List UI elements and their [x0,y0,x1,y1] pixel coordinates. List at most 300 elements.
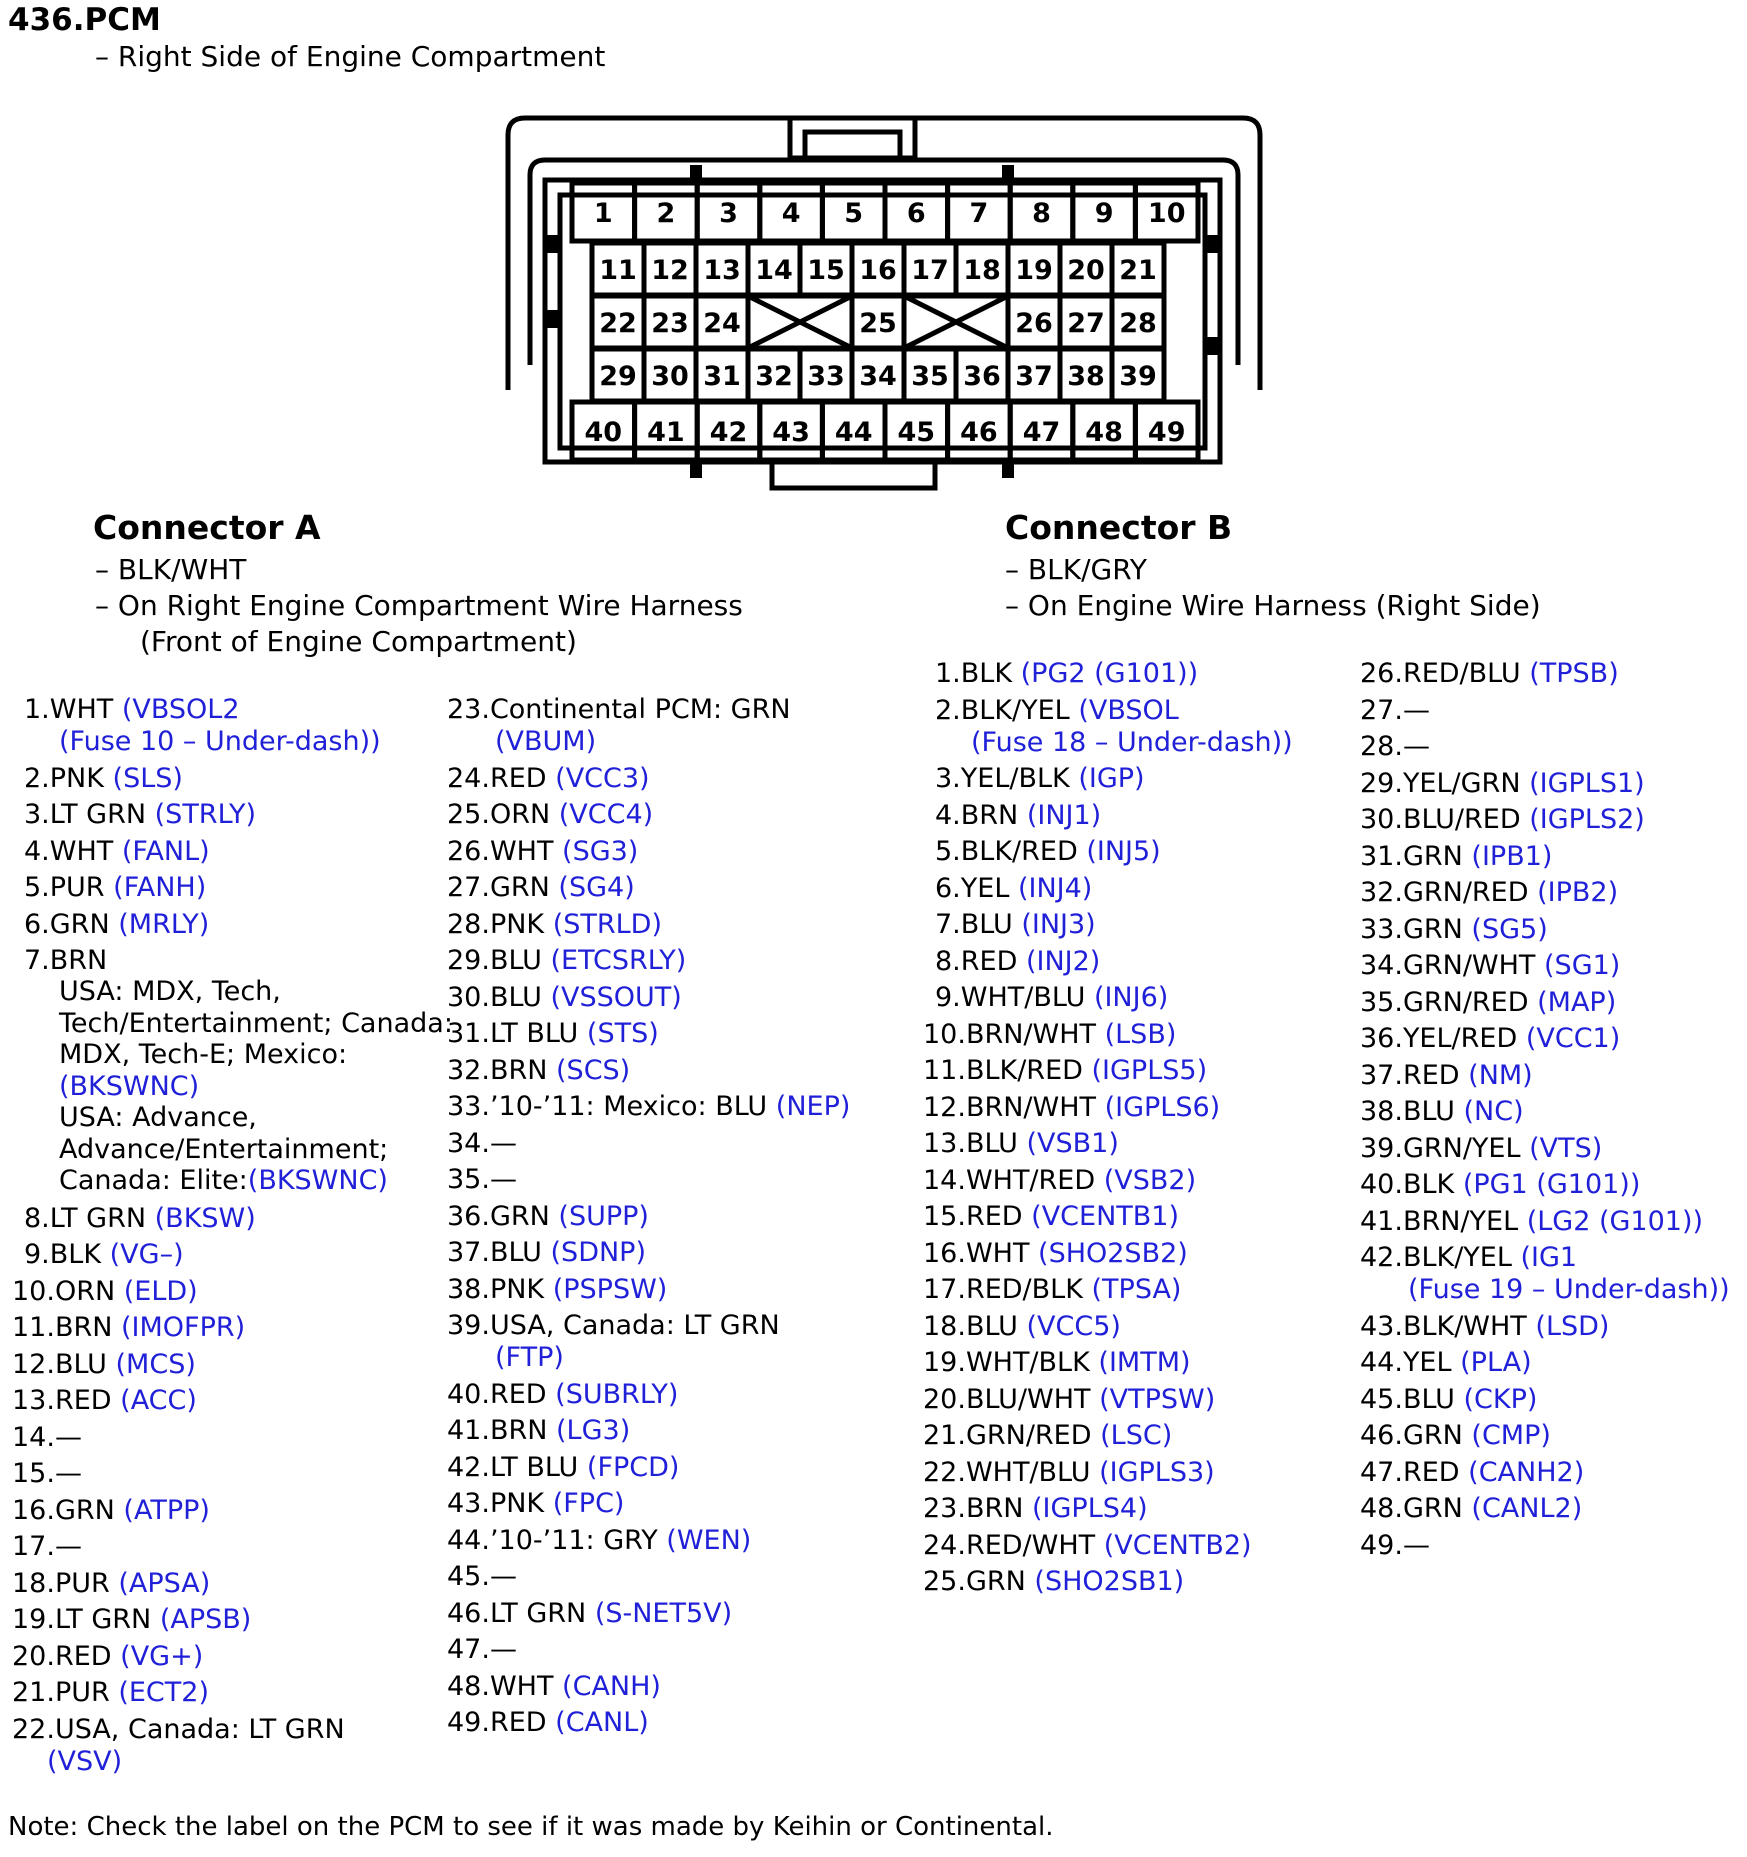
pins-a2-pin-25 [447,1634,517,1666]
cavity-number-22: 22 [599,308,637,339]
pin-label: 35.— [447,1164,517,1196]
pin-signal: (SDNP) [550,1237,646,1269]
pin-signal: (NM) [1468,1059,1533,1091]
pins-a2-pin-7 [447,945,686,977]
cavity-number-21: 21 [1119,255,1157,286]
pin-signal: (IMOFPR) [121,1312,246,1344]
pin-label: 14.— [12,1421,82,1453]
pins-b2-pin-20 [1360,1384,1537,1416]
cavity-number-4: 4 [781,198,801,229]
cavity-number-26: 26 [1015,308,1053,339]
connector-a-title: Connector A [93,508,321,547]
pin-signal: (PG2 (G101)) [1020,658,1199,689]
pins-b1-pin-2 [935,695,1293,759]
cavity-number-28: 28 [1119,308,1157,339]
pin-signal: (CANH) [562,1670,661,1702]
pins-a1-pin-11 [12,1312,245,1344]
pin-label: 23.BRN [923,1493,1024,1525]
pin-label: 23.Continental PCM: GRN [447,694,791,725]
pin-label: 49.RED [447,1707,547,1739]
pin-label: 49.— [1360,1529,1430,1561]
pin-label: 39.GRN/YEL [1360,1132,1521,1164]
pin-signal: (CMP) [1471,1420,1551,1452]
pin-signal: (VCC4) [558,799,654,831]
pins-b2-pin-5 [1360,804,1645,836]
pins-a2-pin-15 [447,1237,646,1269]
pin-label: 36.GRN [447,1200,550,1232]
pin-label: 4.BRN [935,799,1019,831]
pin-label: 33.GRN [1360,913,1463,945]
pin-signal: (SG4) [558,872,635,904]
pins-a2-pin-23 [447,1561,517,1593]
pin-signal: (STRLD) [552,908,663,940]
pin-signal: (INJ4) [1017,872,1093,904]
pins-a1-pin-21 [12,1677,209,1709]
pin-signal: (LSD) [1535,1310,1610,1342]
cavity-number-35: 35 [911,361,949,392]
pins-a1-pin-13 [12,1385,197,1417]
pin-signal: (SG3) [562,835,639,867]
pins-b2-pin-4 [1360,768,1645,800]
pin-label: 25.GRN [923,1566,1026,1598]
pins-a2-pin-27 [447,1707,649,1739]
cavity-number-34: 34 [859,361,897,392]
pin-signal: (IGPLS2) [1529,804,1645,835]
pin-signal: (IGP) [1078,763,1145,795]
pin-label: 20.BLU/WHT [923,1383,1091,1415]
pin-signal: (INJ1) [1026,799,1102,831]
pins-b2-pin-11 [1360,1023,1620,1055]
pin-label: 9.BLK [24,1239,102,1271]
pin-signal: (IGPLS6) [1104,1091,1221,1123]
pins-b2-pin-3 [1360,731,1430,763]
pins-a1-pin-5 [24,872,206,904]
pin-signal: (SG5) [1471,913,1548,945]
pin-signal-continued: (Fuse 19 – Under-dash)) [1408,1274,1730,1305]
pins-a2-pin-1 [447,694,791,758]
pin-signal: (INJ5) [1086,836,1161,868]
pins-a1-pin-6 [24,909,209,941]
pin-label: 34.— [447,1127,517,1159]
cavity-number-3: 3 [719,198,738,229]
pins-b1-pin-17 [923,1274,1181,1306]
pin-label: 47.RED [1360,1456,1460,1488]
pin-label: 30.BLU [447,981,542,1013]
pin-label: 4.WHT [24,835,114,867]
pins-b1-pin-13 [923,1128,1119,1160]
pin-signal: (SUPP) [558,1200,649,1232]
pins-b2-pin-22 [1360,1457,1584,1489]
pin-label: 13.BLU [923,1128,1018,1160]
pins-a1-pin-15 [12,1458,82,1490]
pins-a2-pin-20 [447,1452,679,1484]
cavity-number-40: 40 [584,417,623,448]
pin-label: 33.’10-’11: Mexico: BLU [447,1091,768,1123]
pin-label: 37.RED [1360,1059,1460,1091]
cavity-number-15: 15 [807,255,845,286]
pin-signal: (PG1 (G101)) [1462,1169,1641,1200]
pin-label: 18.BLU [923,1310,1018,1342]
pin-label: 35.GRN/RED [1360,986,1529,1018]
pin-label: 36.YEL/RED [1360,1023,1518,1054]
pin-signal: (FANL) [121,835,210,867]
cavity-number-32: 32 [755,361,793,392]
pin-label: 20.RED [12,1640,112,1672]
pin-label: 39.USA, Canada: LT GRN [447,1310,780,1342]
connector-tab-top-2 [1002,165,1014,181]
cavity-number-1: 1 [593,198,613,229]
cavity-number-23: 23 [651,308,689,339]
pins-a2-pin-6 [447,909,662,941]
pin-signal: (ETCSRLY) [550,945,687,977]
pins-b2-pin-10 [1360,987,1616,1019]
cavity-number-6: 6 [906,198,926,229]
pins-a1-pin-2 [24,763,183,795]
pin-signal: (VCC1) [1525,1023,1621,1054]
pin-label: 11.BLK/RED [923,1055,1083,1087]
pin-label: 22.USA, Canada: LT GRN [12,1713,345,1745]
pin-label: 45.— [447,1561,517,1593]
pin-label: 19.WHT/BLK [923,1347,1090,1379]
pin-label: 5.BLK/RED [935,836,1078,868]
connector-diagram [0,0,1747,500]
pins-a2-pin-12 [447,1128,517,1160]
pin-label: 12.BRN/WHT [923,1091,1097,1123]
cavity-number-31: 31 [703,361,741,392]
pins-b2-pin-1 [1360,658,1619,690]
cavity-number-11: 11 [599,255,637,286]
pin-7-notes [59,976,453,1197]
pin-label: 17.— [12,1531,82,1563]
pins-a1-pin-22 [12,1714,345,1778]
pins-a1-pin-12 [12,1349,196,1381]
pin-label: 7.BRN [24,945,108,977]
connector-bottom-tab [772,462,935,488]
page-title: 436.PCM [8,2,161,38]
pin-label: 44.’10-’11: GRY [447,1524,658,1556]
pin-label: 24.RED [447,762,547,794]
pins-b1-pin-1 [935,658,1198,690]
pins-b1-pin-7 [935,909,1096,941]
pins-b2-pin-12 [1360,1060,1533,1092]
pin-signal: (LG3) [556,1415,631,1447]
pin-label: 22.WHT/BLU [923,1456,1091,1488]
pin-label: 48.GRN [1360,1493,1463,1525]
pin-label: 1.BLK [935,658,1013,689]
pins-a2-pin-10 [447,1055,630,1087]
cavity-number-24: 24 [703,308,741,339]
connector-b-color: – BLK/GRY [1005,553,1147,586]
pin-signal: (LG2 (G101)) [1526,1205,1704,1237]
pin-signal: (VCC5) [1026,1310,1121,1342]
pin-signal: (LSC) [1100,1420,1173,1452]
cavity-number-45: 45 [897,417,936,448]
pin-7-note-line: USA: MDX, Tech, [59,976,281,1007]
pin-signal: (TPSB) [1529,658,1619,689]
pin-signal: (NEP) [775,1091,851,1123]
pin-label: 31.GRN [1360,840,1463,872]
pin-signal: (IGPLS1) [1529,767,1645,799]
connector-latch-inner [805,132,900,158]
pin-label: 34.GRN/WHT [1360,950,1536,981]
cavity-number-18: 18 [963,255,1001,286]
pins-a2-pin-18 [447,1379,678,1411]
pin-signal: (SG1) [1544,950,1621,981]
pin-signal: (SHO2SB1) [1034,1566,1185,1598]
pin-signal: (VSSOUT) [550,981,682,1013]
pins-a2-pin-19 [447,1415,630,1447]
connector-b-location: – On Engine Wire Harness (Right Side) [1005,589,1541,622]
pins-b2-pin-23 [1360,1493,1582,1525]
pin-label: 16.WHT [923,1237,1030,1269]
pin-signal: (SUBRLY) [555,1378,679,1410]
pin-signal-continued: (FTP) [495,1342,564,1374]
pin-label: 47.— [447,1634,517,1666]
pins-a1-pin-20 [12,1641,203,1673]
footnote: Note: Check the label on the PCM to see if it was made by Keihin or Continental. [8,1812,1054,1842]
cavity-number-41: 41 [647,417,685,448]
pin-label: 43.BLK/WHT [1360,1310,1527,1342]
pins-b1-pin-24 [923,1530,1252,1562]
pin-signal-continued: (VSV) [47,1745,123,1777]
pins-a1-pin-17 [12,1531,82,1563]
cavity-number-36: 36 [963,361,1001,392]
pin-label: 27.GRN [447,872,550,904]
cavity-number-29: 29 [599,361,637,392]
cavity-number-49: 49 [1147,417,1186,448]
pins-b2-pin-19 [1360,1347,1532,1379]
pin-label: 31.LT BLU [447,1018,579,1050]
pin-signal: (SLS) [112,762,183,794]
pins-a2-pin-26 [447,1671,661,1703]
pin-label: 46.LT GRN [447,1597,587,1629]
cavity-number-14: 14 [755,255,793,286]
pin-signal: (STRLY) [154,799,257,831]
pin-label: 41.BRN/YEL [1360,1205,1519,1237]
cavity-number-13: 13 [703,255,741,286]
pin-label: 3.LT GRN [24,799,147,831]
connector-tab-left-1 [545,235,559,253]
pin-label: 42.LT BLU [447,1451,579,1483]
pin-signal: (PSPSW) [552,1273,668,1305]
cavity-number-16: 16 [859,255,897,286]
pins-a2-pin-11 [447,1091,850,1123]
cavity-number-19: 19 [1015,255,1053,286]
pin-signal: (IG1 [1520,1242,1578,1273]
pin-label: 29.YEL/GRN [1360,767,1521,799]
pin-label: 5.PUR [24,872,105,904]
pin-label: 25.ORN [447,799,551,831]
pin-signal: (MRLY) [118,908,210,940]
pin-label: 26.WHT [447,835,554,867]
pin-signal: (CANH2) [1468,1456,1585,1488]
cavity-number-20: 20 [1067,255,1105,286]
pin-signal: (NC) [1463,1096,1524,1127]
pin-label: 9.WHT/BLU [935,982,1086,1014]
pins-b2-pin-24 [1360,1530,1430,1562]
pin-label: 6.YEL [935,872,1010,904]
pins-a1-pin-1 [24,694,381,758]
pins-b2-pin-17 [1360,1242,1730,1306]
pin-signal: (S-NET5V) [594,1597,733,1629]
cavity-number-12: 12 [651,255,689,286]
pin-signal: (INJ6) [1093,982,1169,1014]
pins-b2-pin-21 [1360,1420,1551,1452]
pins-a1-pin-3 [24,799,256,831]
connector-tab-top-1 [690,165,702,181]
pin-signal: (VBSOL [1078,694,1179,726]
pin-label: 21.PUR [12,1677,110,1709]
pin-signal: (TPSA) [1091,1274,1182,1306]
pins-a1-pin-7 [24,945,107,977]
pins-b1-pin-16 [923,1238,1188,1270]
pin-signal: (BKSW) [154,1202,256,1234]
pin-label: 2.BLK/YEL [935,694,1070,726]
cavity-number-47: 47 [1022,417,1061,448]
pin-7-note-line: Tech/Entertainment; Canada: [59,1007,453,1039]
pins-a2-pin-17 [447,1310,780,1374]
cavity-number-27: 27 [1067,308,1105,339]
pin-signal: (IGPLS3) [1099,1456,1215,1488]
pin-signal: (VCENTB2) [1103,1529,1252,1561]
blocked-cavity-1-cross [748,296,852,348]
pins-b1-pin-14 [923,1165,1196,1197]
pin-label: 32.GRN/RED [1360,877,1529,908]
pins-b1-pin-11 [923,1055,1207,1087]
pin-signal: (ECT2) [118,1677,209,1709]
connector-top-latch [790,118,915,158]
connector-tab-right-2 [1207,337,1221,355]
connector-b-title: Connector B [1005,508,1233,547]
pin-signal: (VG+) [120,1640,204,1672]
pin-signal: (CANL) [555,1707,649,1739]
cavity-number-17: 17 [911,255,949,286]
pin-signal: (FPCD) [586,1451,680,1483]
pins-b1-pin-19 [923,1347,1191,1379]
pins-b1-pin-22 [923,1457,1215,1489]
pin-signal: (VCC3) [555,762,650,794]
pins-a1-pin-16 [12,1495,210,1527]
pin-label: 1.WHT [24,694,114,725]
pin-label: 10.BRN/WHT [923,1018,1097,1050]
pin-7-note-line: MDX, Tech-E; Mexico: [59,1039,348,1070]
cavity-number-39: 39 [1119,361,1157,392]
pin-signal: (IMTM) [1098,1347,1191,1379]
pin-signal: (INJ3) [1021,909,1096,941]
pin-label: 15.RED [923,1201,1023,1233]
pin-signal-continued: (VBUM) [495,726,597,757]
cavity-number-8: 8 [1032,198,1051,229]
cavity-number-9: 9 [1094,198,1114,229]
pin-signal: (IPB1) [1471,840,1553,872]
pin-label: 48.WHT [447,1670,554,1702]
pin-signal: (VG–) [109,1239,184,1271]
pins-b1-pin-6 [935,873,1092,905]
pins-b1-pin-4 [935,800,1101,832]
pin-signal: (IGPLS4) [1032,1493,1148,1525]
pin-signal: (VTS) [1529,1132,1603,1164]
pin-signal: (IGPLS5) [1091,1055,1208,1087]
pin-label: 30.BLU/RED [1360,804,1521,835]
pin-signal: (VSB2) [1103,1164,1197,1196]
pin-signal: (INJ2) [1025,945,1101,977]
pin-signal: (VCENTB1) [1031,1201,1179,1233]
cavity-number-30: 30 [651,361,689,392]
pins-a1-pin-14 [12,1422,82,1454]
connector-tab-bottom-1 [690,462,702,478]
pins-b1-pin-5 [935,836,1161,868]
connector-tab-bottom-2 [1002,462,1014,478]
pins-a2-pin-16 [447,1274,667,1306]
pins-a1-pin-10 [12,1276,198,1308]
page-subtitle: – Right Side of Engine Compartment [95,40,606,73]
pin-label: 29.BLU [447,945,542,977]
pins-a2-pin-4 [447,836,638,868]
pins-b1-pin-21 [923,1420,1172,1452]
pin-7-note-line: Canada: Elite: [59,1165,248,1196]
pins-a1-pin-18 [12,1568,210,1600]
pin-label: 32.BRN [447,1054,548,1086]
cavity-number-42: 42 [709,417,748,448]
pin-signal-continued: (Fuse 18 – Under-dash)) [971,726,1293,758]
pins-b2-pin-2 [1360,695,1430,727]
pins-a1-pin-9 [24,1239,184,1271]
pins-b2-pin-13 [1360,1096,1524,1128]
cavity-number-7: 7 [969,198,989,229]
connector-tab-left-2 [545,310,559,328]
pin-label: 28.PNK [447,908,545,940]
pins-b2-pin-15 [1360,1169,1640,1201]
cavity-number-46: 46 [960,417,998,448]
pin-label: 41.BRN [447,1415,548,1447]
pin-label: 26.RED/BLU [1360,658,1521,689]
pin-label: 27.— [1360,694,1430,726]
pin-7-note-line: USA: Advance, [59,1102,257,1133]
pins-a2-pin-14 [447,1201,649,1233]
blocked-cavity-2-cross [904,296,1008,348]
pin-signal: (FPC) [552,1488,625,1520]
pins-b1-pin-10 [923,1019,1176,1051]
pin-label: 6.GRN [24,908,110,940]
pin-signal: (FANH) [113,872,207,904]
pin-label: 11.BRN [12,1312,113,1344]
pin-label: 18.PUR [12,1567,110,1599]
pin-label: 38.BLU [1360,1096,1455,1127]
pins-b2-pin-7 [1360,877,1618,909]
pin-label: 43.PNK [447,1488,545,1520]
pins-b2-pin-18 [1360,1311,1609,1343]
pin-label: 28.— [1360,731,1430,762]
cavity-number-48: 48 [1085,417,1123,448]
pin-label: 42.BLK/YEL [1360,1242,1512,1273]
pins-a1-pin-8 [24,1203,256,1235]
pin-signal: (VTPSW) [1099,1383,1216,1415]
pin-label: 37.BLU [447,1237,542,1269]
pin-label: 44.YEL [1360,1347,1452,1379]
pins-b2-pin-8 [1360,914,1548,946]
pin-label: 38.PNK [447,1273,545,1305]
cavity-number-33: 33 [807,361,845,392]
pin-signal: (VBSOL2 [121,694,240,725]
cavity-number-43: 43 [772,417,810,448]
pin-signal: (MCS) [115,1348,196,1380]
cavity-number-37: 37 [1015,361,1053,392]
pins-b1-pin-3 [935,763,1145,795]
pins-a2-pin-24 [447,1598,732,1630]
pin-label: 40.RED [447,1378,547,1410]
pin-signal: (CKP) [1463,1383,1538,1415]
pins-a1-pin-4 [24,836,210,868]
